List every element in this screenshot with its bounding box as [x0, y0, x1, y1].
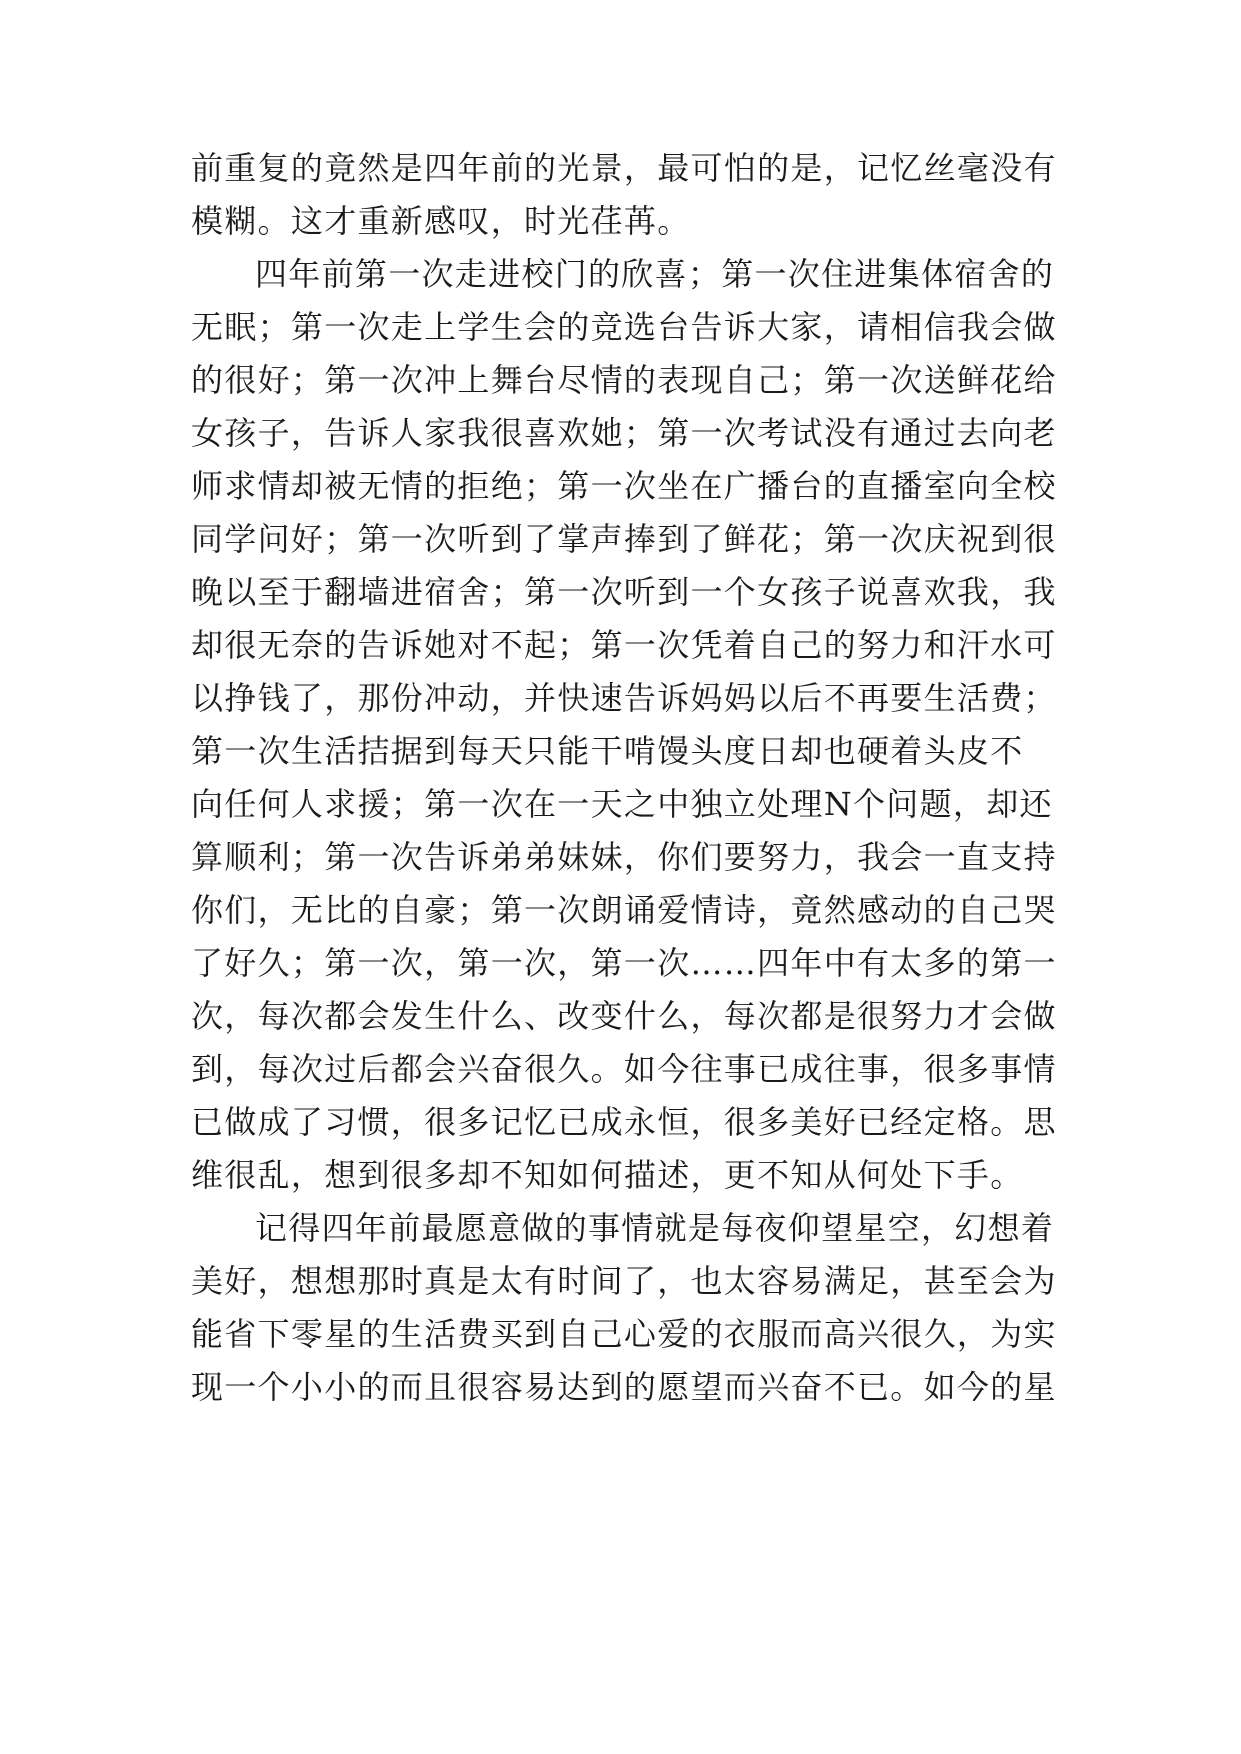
text-line: 向任何人求援；第一次在一天之中独立处理N个问题，却还	[191, 785, 1053, 823]
text-line: 你们，无比的自豪；第一次朗诵爱情诗，竟然感动的自己哭	[191, 891, 1057, 929]
text-line: 算顺利；第一次告诉弟弟妹妹，你们要努力，我会一直支持	[191, 838, 1057, 876]
text-line: 无眠；第一次走上学生会的竞选台告诉大家，请相信我会做	[191, 308, 1057, 346]
text-line: 能省下零星的生活费买到自己心爱的衣服而高兴很久，为实	[191, 1315, 1057, 1353]
paragraph-first-line: 记得四年前最愿意做的事情就是每夜仰望星空，幻想着	[255, 1209, 1055, 1247]
text-line: 了好久；第一次，第一次，第一次……四年中有太多的第一	[191, 944, 1057, 982]
text-line: 以挣钱了，那份冲动，并快速告诉妈妈以后不再要生活费；	[191, 679, 1057, 717]
text-line: 到，每次过后都会兴奋很久。如今往事已成往事，很多事情	[191, 1050, 1057, 1088]
text-line: 次，每次都会发生什么、改变什么，每次都是很努力才会做	[191, 997, 1057, 1035]
text-line: 已做成了习惯，很多记忆已成永恒，很多美好已经定格。思	[191, 1103, 1057, 1141]
text-line: 晚以至于翻墙进宿舍；第一次听到一个女孩子说喜欢我，我	[191, 573, 1057, 611]
text-line: 同学问好；第一次听到了掌声捧到了鲜花；第一次庆祝到很	[191, 520, 1057, 558]
text-line: 师求情却被无情的拒绝；第一次坐在广播台的直播室向全校	[191, 467, 1057, 505]
paragraph-first-line: 四年前第一次走进校门的欣喜；第一次住进集体宿舍的	[255, 255, 1055, 293]
text-line: 模糊。这才重新感叹，时光荏苒。	[191, 202, 691, 240]
text-line: 女孩子，告诉人家我很喜欢她；第一次考试没有通过去向老	[191, 414, 1057, 452]
text-line: 却很无奈的告诉她对不起；第一次凭着自己的努力和汗水可	[191, 626, 1057, 664]
text-line: 第一次生活拮据到每天只能干啃馒头度日却也硬着头皮不	[191, 732, 1024, 770]
text-line: 现一个小小的而且很容易达到的愿望而兴奋不已。如今的星	[191, 1368, 1057, 1406]
text-line: 维很乱，想到很多却不知如何描述，更不知从何处下手。	[191, 1156, 1024, 1194]
text-line: 的很好；第一次冲上舞台尽情的表现自己；第一次送鲜花给	[191, 361, 1057, 399]
text-line: 美好，想想那时真是太有时间了，也太容易满足，甚至会为	[191, 1262, 1057, 1300]
text-line: 前重复的竟然是四年前的光景，最可怕的是，记忆丝毫没有	[191, 149, 1057, 187]
